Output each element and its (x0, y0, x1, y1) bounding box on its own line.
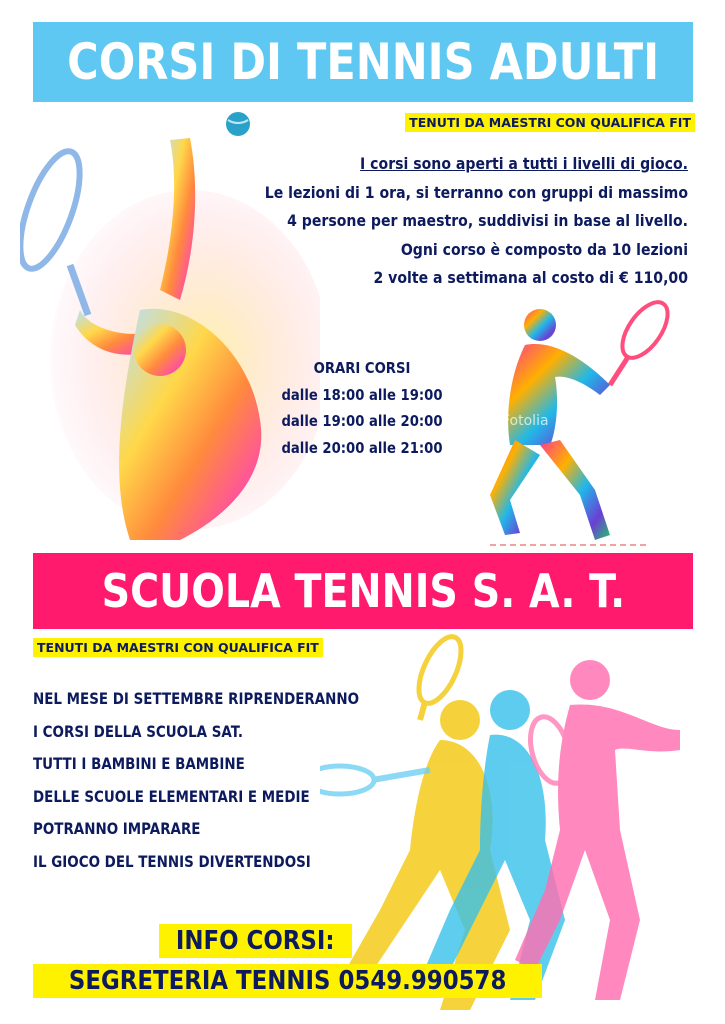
description-line: Ogni corso è composto da 10 lezioni (400, 239, 688, 259)
description-line: 2 volte a settimana al costo di € 110,00 (373, 268, 688, 287)
school-line: IL GIOCO DEL TENNIS DIVERTENDOSI (33, 851, 311, 871)
info-contact-box (33, 964, 542, 998)
school-line: POTRANNO IMPARARE (33, 819, 201, 838)
info-contact: SEGRETERIA TENNIS 0549.990578 (68, 966, 507, 996)
school-line: TUTTI I BAMBINI E BAMBINE (33, 754, 245, 773)
schedule-slot: dalle 20:00 alle 21:00 (281, 438, 443, 457)
school-banner (33, 553, 693, 629)
schedule-heading: ORARI CORSI (313, 359, 411, 377)
schedule-slot: dalle 18:00 alle 19:00 (281, 385, 443, 404)
watermark-text: Fotolia (502, 413, 549, 429)
tennis-player-forehand-illustration (470, 295, 670, 555)
adult-courses-title: CORSI DI TENNIS ADULTI (67, 33, 659, 91)
school-line: NEL MESE DI SETTEMBRE RIPRENDERANNO (33, 689, 360, 708)
info-label-box (159, 924, 351, 958)
description-line: Le lezioni di 1 ora, si terranno con gruppi di massimo (264, 182, 688, 202)
adult-instructors-note: TENUTI DA MAESTRI CON QUALIFICA FIT (405, 113, 695, 132)
school-description (33, 683, 421, 878)
school-instructors-note: TENUTI DA MAESTRI CON QUALIFICA FIT (33, 638, 323, 657)
tennis-ball-icon (224, 110, 252, 138)
description-line: I corsi sono aperti a tutti i livelli di gioco. (360, 154, 688, 173)
school-line: DELLE SCUOLE ELEMENTARI E MEDIE (33, 786, 310, 806)
school-title: SCUOLA TENNIS S. A. T. (101, 564, 625, 618)
adult-courses-banner (33, 22, 693, 102)
description-line: 4 persone per maestro, suddivisi in base al livello. (287, 211, 688, 230)
adult-courses-description (207, 150, 688, 293)
course-schedule (252, 355, 472, 461)
schedule-slot: dalle 19:00 alle 20:00 (281, 412, 443, 430)
info-block (33, 924, 507, 998)
info-label: INFO CORSI: (176, 926, 335, 956)
school-line: I CORSI DELLA SCUOLA SAT. (33, 721, 244, 741)
